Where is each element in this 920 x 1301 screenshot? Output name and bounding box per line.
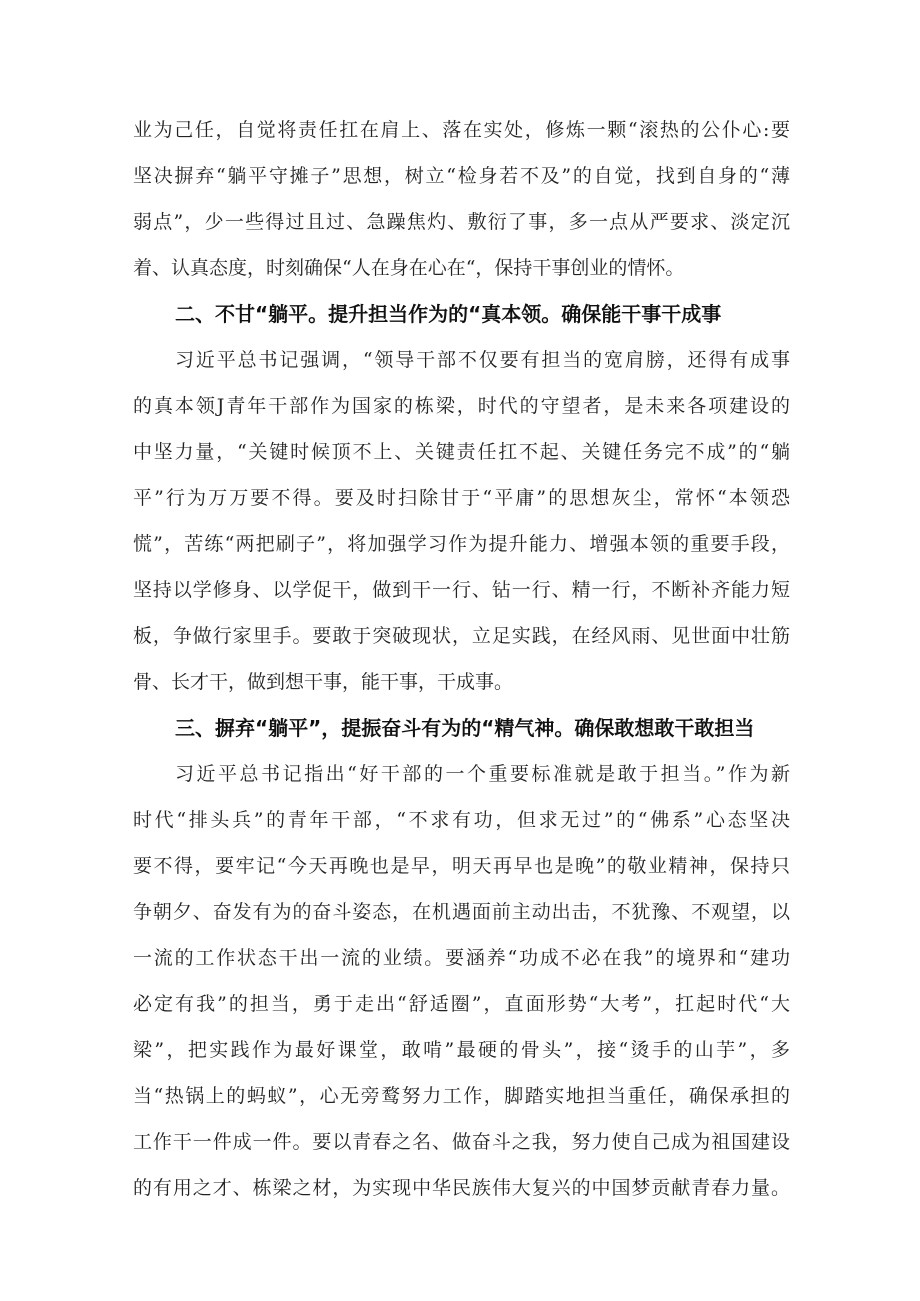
text-line: 一流的工作状态干出一流的业绩。要涵养“功成不必在我”的境界和“建功 xyxy=(133,947,790,969)
text-line: 坚决摒弃“躺平守摊子”思想，树立“检身若不及”的自觉，找到自身的“薄 xyxy=(133,165,790,187)
text-line: 慌”，苦练“两把刷子”，将加强学习作为提升能力、增强本领的重要手段， xyxy=(133,533,790,555)
text-line: 板，争做行家里手。要敢于突破现状，立足实践，在经风雨、见世面中壮筋 xyxy=(133,625,790,647)
text-line: 必定有我”的担当，勇于走出“舒适圈”，直面形势“大考”，扛起时代“大 xyxy=(133,993,790,1015)
text-line: 时代“排头兵”的青年干部，“不求有功，但求无过”的“佛系”心态坚决 xyxy=(133,809,790,831)
text-line: 弱点”，少一些得过且过、急躁焦灼、敷衍了事，多一点从严要求、淡定沉 xyxy=(133,211,790,233)
text-line: 习近平总书记强调，“领导干部不仅要有担当的宽肩膀，还得有成事 xyxy=(175,349,790,371)
document-body xyxy=(133,107,790,1211)
text-line: 中坚力量，“关键时候顶不上、关键责任扛不起、关键任务完不成”的“躺 xyxy=(133,441,790,463)
text-line: 工作干一件成一件。要以青春之名、做奋斗之我，努力使自己成为祖国建设 xyxy=(133,1131,790,1153)
text-line: 要不得，要牢记“今天再晚也是早，明天再早也是晚”的敬业精神，保持只 xyxy=(133,855,790,877)
text-line: 骨、长才干，做到想干事，能干事，干成事。 xyxy=(133,671,514,693)
text-line: 当“热锅上的蚂蚁”，心无旁鹜努力工作，脚踏实地担当重任，确保承担的 xyxy=(133,1085,790,1107)
section-2-paragraph xyxy=(133,337,790,705)
text-line: 业为己任，自觉将责任扛在肩上、落在实处，修炼一颗“滚热的公仆心:要 xyxy=(133,119,790,141)
continued-paragraph xyxy=(133,107,790,291)
text-line: 梁”，把实践作为最好课堂，敢啃”最硬的骨头”，接“烫手的山芋”，多 xyxy=(133,1039,790,1061)
text-line: 的真本领J青年干部作为国家的栋梁，时代的守望者，是未来各项建设的 xyxy=(133,395,790,417)
text-line: 着、认真态度，时刻确保“人在身在心在“，保持干事创业的情怀。 xyxy=(133,257,685,279)
text-line: 平”行为万万要不得。要及时扫除甘于“平庸”的思想灰尘，常怀“本领恐 xyxy=(133,487,790,509)
section-heading-3: 三、摒弃“躺平”，提振奋斗有为的“精气神。确保敢想敢干敢担当 xyxy=(175,716,755,740)
text-line: 坚持以学修身、以学促干，做到干一行、钻一行、精一行，不断补齐能力短 xyxy=(133,579,790,601)
text-line: 争朝夕、奋发有为的奋斗姿态，在机遇面前主动出击，不犹豫、不观望，以 xyxy=(133,901,790,923)
text-line: 习近平总书记指出“好干部的一个重要标准就是敢于担当。”作为新 xyxy=(175,763,790,785)
section-heading-2: 二、不甘“躺平。提升担当作为的“真本领。确保能干事干成事 xyxy=(175,302,722,326)
section-3-paragraph xyxy=(133,751,790,1211)
text-line: 的有用之才、栋梁之材，为实现中华民族伟大复兴的中国梦贡献青春力量。 xyxy=(133,1177,790,1199)
